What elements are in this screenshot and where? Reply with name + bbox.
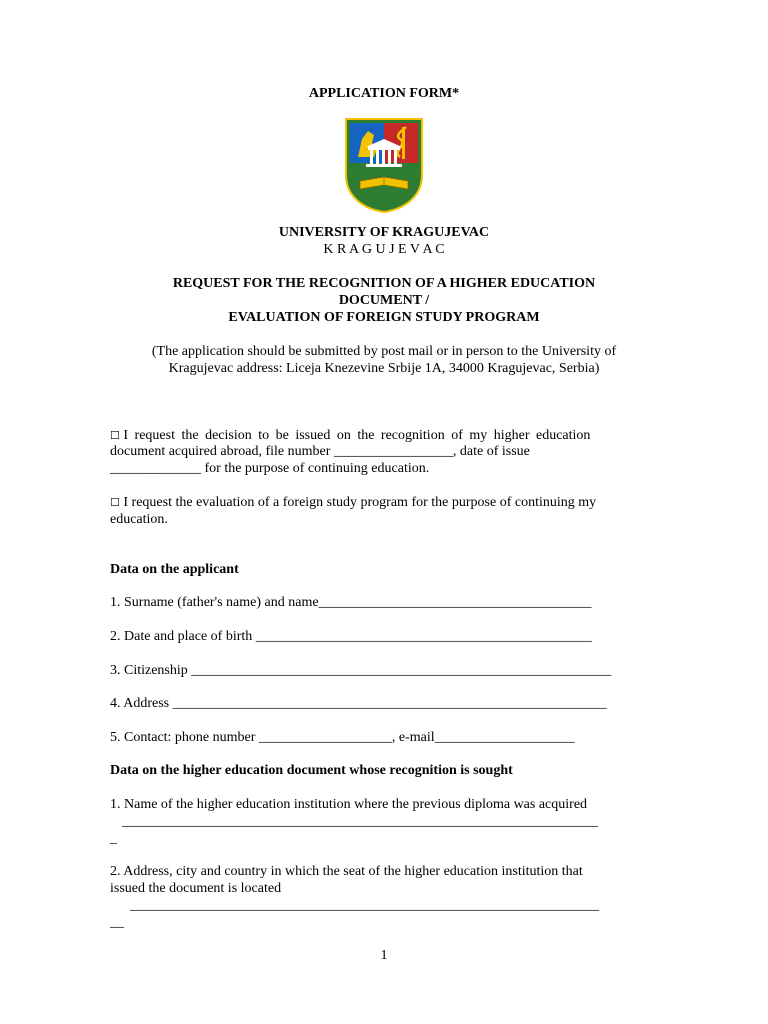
request-title-line-2: DOCUMENT /: [338, 293, 430, 308]
option-recognition-line-2: document acquired abroad, file number _________________, date of issue: [110, 444, 530, 459]
answer-institution-address[interactable]: ___________________________________________________________________: [130, 898, 599, 913]
submission-note-line-1: (The application should be submitted by post mail or in person to the University of: [151, 344, 617, 359]
option-recognition-line-3: _____________ for the purpose of continuing education.: [110, 461, 430, 476]
evaluation-checkbox[interactable]: ☐: [110, 496, 120, 509]
question-institution-name: 1. Name of the higher education institution where the previous diploma was acquired: [110, 797, 588, 812]
university-city: K R A G U J E V A C: [323, 242, 445, 257]
applicant-heading: Data on the applicant: [110, 562, 239, 577]
university-crest-logo: [344, 117, 424, 213]
option-recognition-line-1: I request the decision to be issued on the recognition of my higher education: [123, 428, 591, 443]
request-title-line-3: EVALUATION OF FOREIGN STUDY PROGRAM: [228, 310, 540, 325]
field-contact[interactable]: 5. Contact: phone number ___________________, e-mail____________________: [110, 730, 575, 745]
option-evaluation-line-1: I request the evaluation of a foreign study program for the purpose of continuing my: [123, 495, 597, 510]
field-surname-name[interactable]: 1. Surname (father's name) and name_______________________________________: [110, 595, 592, 610]
answer-institution-name-tail: _: [110, 831, 117, 846]
option-evaluation: [110, 495, 596, 511]
form-title: APPLICATION FORM*: [308, 86, 460, 101]
option-recognition: [110, 428, 657, 444]
field-citizenship[interactable]: 3. Citizenship ____________________________________________________________: [110, 663, 612, 678]
submission-note-line-2: Kragujevac address: Liceja Knezevine Srbije 1A, 34000 Kragujevac, Serbia): [168, 361, 600, 376]
field-address[interactable]: 4. Address ______________________________________________________________: [110, 696, 607, 711]
answer-institution-name[interactable]: ____________________________________________________________________: [122, 814, 598, 829]
page-number: 1: [380, 948, 388, 963]
university-name: UNIVERSITY OF KRAGUJEVAC: [278, 225, 490, 240]
recognition-checkbox[interactable]: ☐: [110, 429, 120, 442]
document-heading: Data on the higher education document whose recognition is sought: [110, 763, 513, 778]
question-institution-address-line-1: 2. Address, city and country in which the seat of the higher education institution that: [110, 864, 583, 879]
answer-institution-address-tail: __: [110, 915, 124, 930]
field-date-place-of-birth[interactable]: 2. Date and place of birth ________________________________________________: [110, 629, 592, 644]
question-institution-address-line-2: issued the document is located: [110, 881, 282, 896]
option-evaluation-line-2: education.: [110, 512, 168, 527]
request-title-line-1: REQUEST FOR THE RECOGNITION OF A HIGHER EDUCATION: [172, 276, 596, 291]
